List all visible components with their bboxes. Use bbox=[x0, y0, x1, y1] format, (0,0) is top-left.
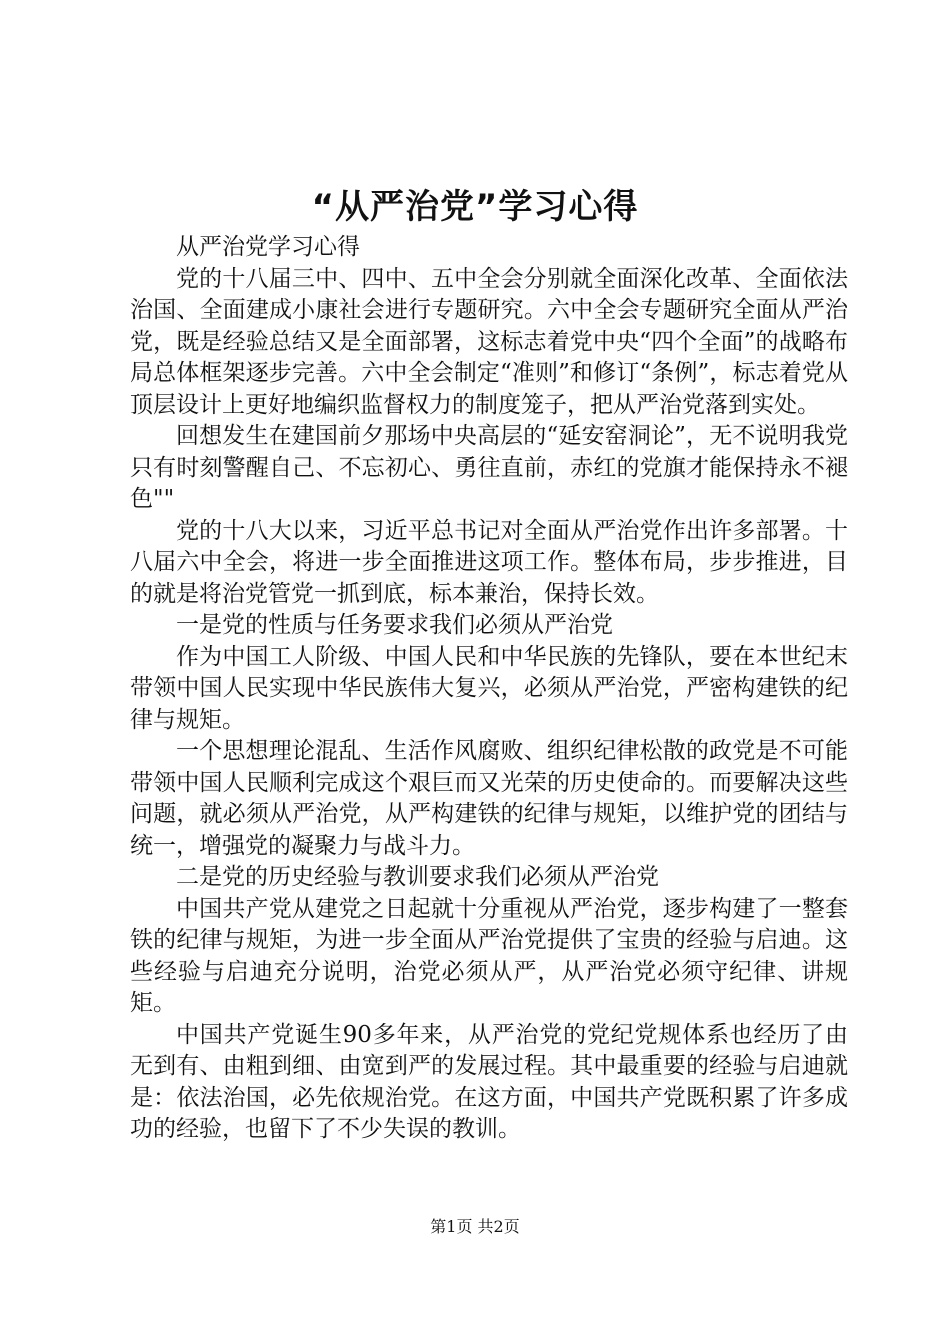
page-number-footer: 第1页 共2页 bbox=[430, 1217, 520, 1236]
section-heading: 二是党的历史经验与教训要求我们必须从严治党 bbox=[176, 864, 659, 890]
paragraph: 党的十八届三中、四中、五中全会分别就全面深化改革、全面依法治国、全面建成小康社会进行专题研究。六中全会专题研究全面从严治党，既是经验总结又是全面部署，这标志着党中央“四个全面”的战略布局总体框架逐步完善。六中全会制定“准则”和修订“条例”，标志着党从顶层设计上更好地编织监督权力的制度笼子，把从严治党落到实处。 bbox=[130, 265, 848, 418]
paragraph-subtitle: 从严治党学习心得 bbox=[176, 234, 360, 260]
paragraph: 一个思想理论混乱、生活作风腐败、组织纪律松散的政党是不可能带领中国人民顺利完成这个艰巨而又光荣的历史使命的。而要解决这些问题，就必须从严治党，从严构建铁的纪律与规矩，以维护党的团结与统一，增强党的凝聚力与战斗力。 bbox=[130, 738, 848, 859]
document-body bbox=[130, 232, 848, 1146]
section-heading: 一是党的性质与任务要求我们必须从严治党 bbox=[176, 612, 613, 638]
paragraph: 作为中国工人阶级、中国人民和中华民族的先锋队，要在本世纪末带领中国人民实现中华民族伟大复兴，必须从严治党，严密构建铁的纪律与规矩。 bbox=[130, 643, 848, 733]
paragraph: 中国共产党诞生90多年来，从严治党的党纪党规体系也经历了由无到有、由粗到细、由宽到严的发展过程。其中最重要的经验与启迪就是：依法治国，必先依规治党。在这方面，中国共产党既积累了许多成功的经验，也留下了不少失误的教训。 bbox=[130, 1021, 848, 1142]
paragraph: 党的十八大以来，习近平总书记对全面从严治党作出许多部署。十八届六中全会，将进一步全面推进这项工作。整体布局，步步推进，目的就是将治党管党一抓到底，标本兼治，保持长效。 bbox=[130, 517, 848, 607]
document-title: “从严治党”学习心得 bbox=[311, 187, 639, 227]
paragraph: 回想发生在建国前夕那场中央高层的“延安窑洞论”，无不说明我党只有时刻警醒自己、不忘初心、勇往直前，赤红的党旗才能保持永不褪色"" bbox=[130, 423, 848, 512]
paragraph: 中国共产党从建党之日起就十分重视从严治党，逐步构建了一整套铁的纪律与规矩，为进一步全面从严治党提供了宝贵的经验与启迪。这些经验与启迪充分说明，治党必须从严，从严治党必须守纪律、讲规矩。 bbox=[130, 895, 848, 1016]
